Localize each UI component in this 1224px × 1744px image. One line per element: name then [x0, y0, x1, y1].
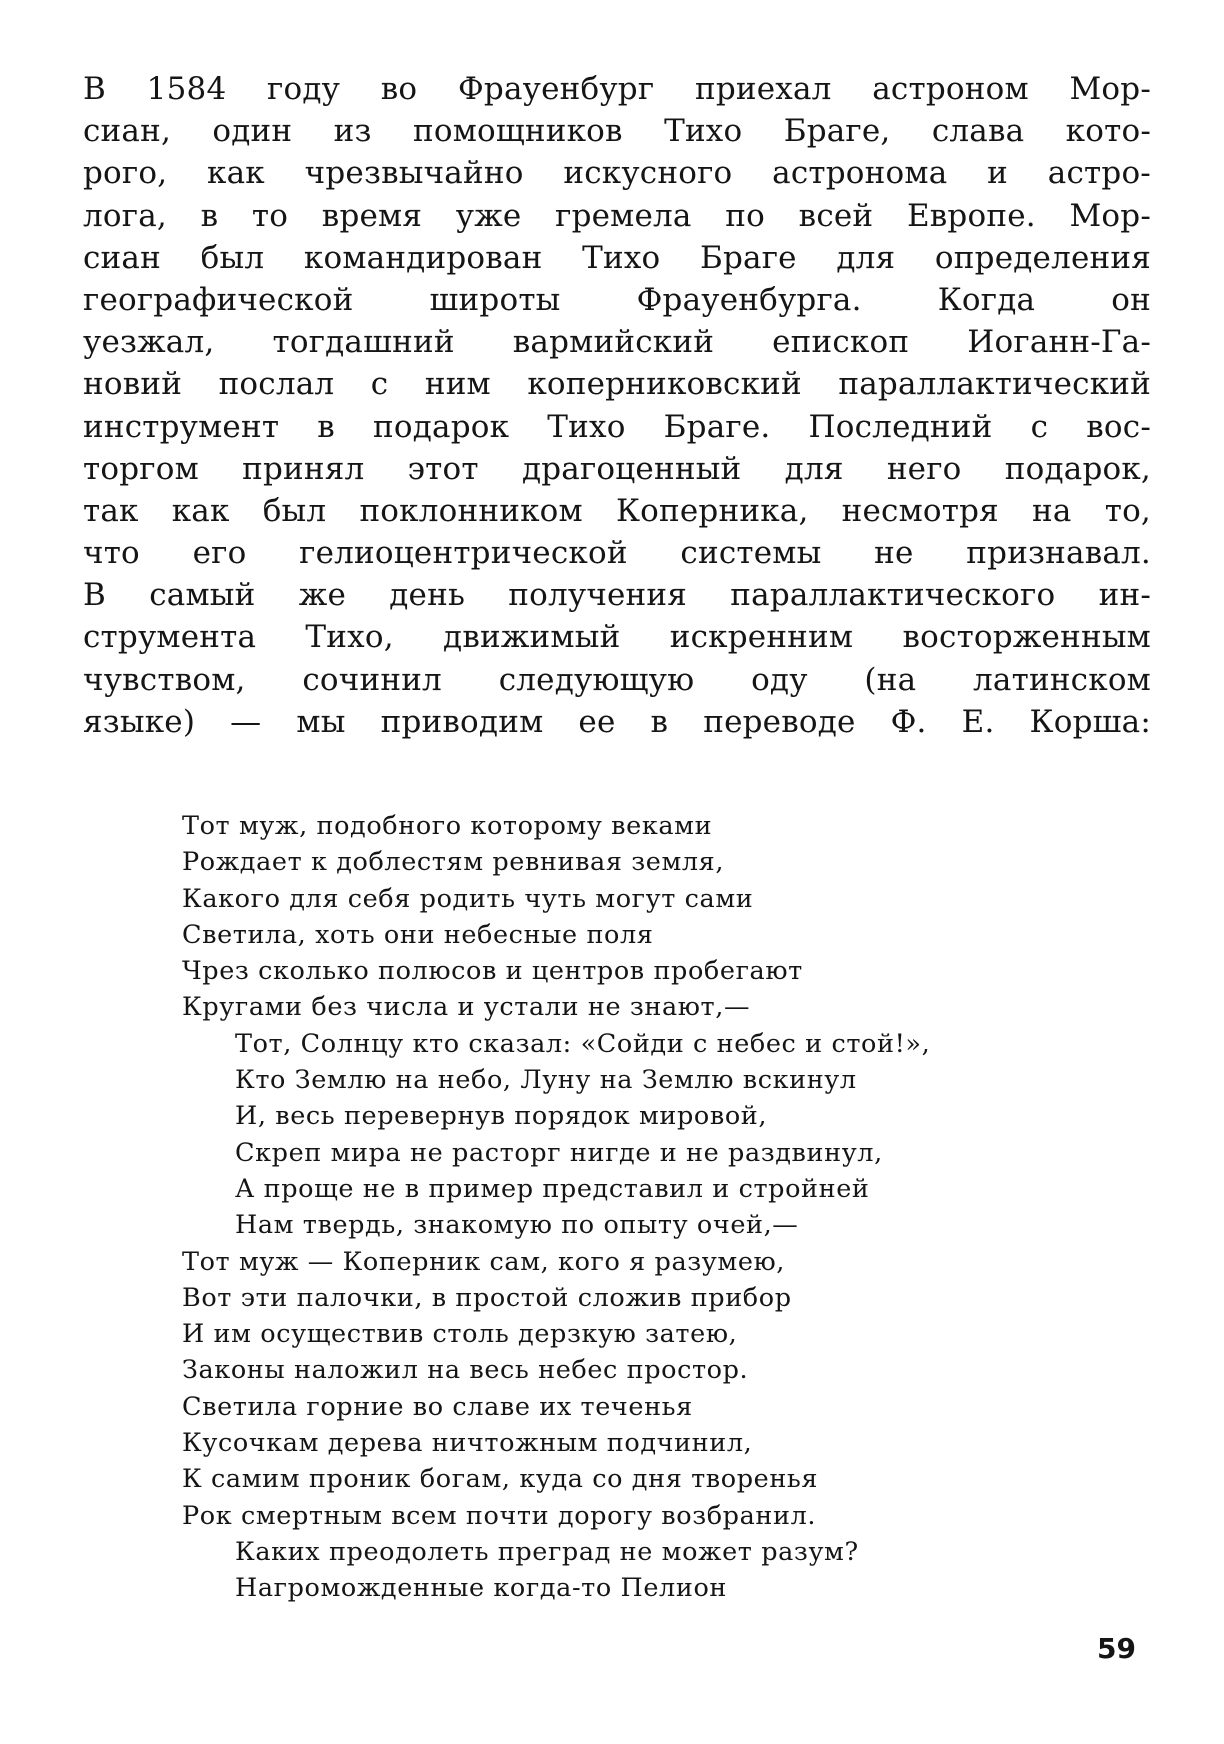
verse-line: И им осуществив столь дерзкую затею,	[182, 1319, 738, 1350]
prose-line: так как был поклонником Коперника, несмотря на то,	[83, 492, 1151, 529]
ode-verse	[182, 808, 930, 1607]
verse-line: К самим проник богам, куда со дня творенья	[182, 1464, 819, 1495]
page-number: 59	[1097, 1632, 1136, 1665]
prose-line: рого, как чрезвычайно искусного астронома и астро-	[83, 155, 1151, 192]
prose-line: уезжал, тогдашний вармийский епископ Иоганн-Га-	[83, 324, 1151, 361]
verse-line-indented: Тот, Солнцу кто сказал: «Сойди с небес и стой!»,	[235, 1028, 931, 1059]
verse-line-indented: Скреп мира не расторг нигде и не раздвинул,	[235, 1137, 883, 1168]
prose-line: географической широты Фрауенбурга. Когда он	[83, 281, 1151, 318]
verse-line: Рождает к доблестям ревнивая земля,	[182, 847, 725, 878]
prose-line: языке) — мы приводим ее в переводе Ф. Е. Корша:	[83, 703, 1151, 740]
prose-line: В 1584 году во Фрауенбург приехал астроном Мор-	[83, 71, 1151, 107]
verse-line: Рок смертным всем почти дорогу возбранил.	[182, 1500, 817, 1531]
verse-line: Кругами без числа и устали не знают,—	[182, 992, 751, 1023]
verse-line: Светила, хоть они небесные поля	[182, 919, 654, 950]
verse-line-indented: Нам твердь, знакомую по опыту очей,—	[235, 1210, 799, 1241]
verse-line: Тот муж, подобного которому веками	[182, 811, 713, 841]
verse-line: Законы наложил на весь небес простор.	[182, 1355, 749, 1386]
verse-line: Тот муж — Коперник сам, кого я разумею,	[182, 1246, 786, 1277]
prose-line: новий послал с ним коперниковский параллактический	[83, 366, 1151, 403]
prose-line: сиан был командирован Тихо Браге для определения	[83, 239, 1151, 276]
verse-line-indented: А проще не в пример представил и стройней	[235, 1173, 870, 1204]
verse-line: Вот эти палочки, в простой сложив прибор	[182, 1282, 792, 1313]
prose-line: струмента Тихо, движимый искренним восторженным	[83, 619, 1151, 656]
prose-line: В самый же день получения параллактического ин-	[83, 577, 1151, 614]
prose-line: сиан, один из помощников Тихо Браге, слава кото-	[83, 113, 1151, 150]
verse-line-indented: Каких преодолеть преград не может разум?	[235, 1536, 859, 1567]
verse-line: Светила горние во славе их теченья	[182, 1391, 693, 1422]
verse-line: Какого для себя родить чуть могут сами	[182, 883, 754, 914]
verse-line: Кусочкам дерева ничтожным подчинил,	[182, 1428, 753, 1459]
prose-line: чувством, сочинил следующую оду (на латинском	[83, 661, 1151, 698]
prose-line: лога, в то время уже гремела по всей Европе. Мор-	[83, 197, 1151, 234]
verse-line-indented: И, весь перевернув порядок мировой,	[235, 1101, 768, 1132]
prose-line: инструмент в подарок Тихо Браге. Последний с вос-	[83, 408, 1151, 445]
prose-line: что его гелиоцентрической системы не признавал.	[83, 535, 1151, 572]
prose-paragraph	[83, 68, 1151, 743]
verse-line-indented: Нагроможденные когда-то Пелион	[235, 1573, 728, 1604]
verse-line-indented: Кто Землю на небо, Луну на Землю вскинул	[235, 1065, 857, 1096]
prose-line: торгом принял этот драгоценный для него подарок,	[83, 450, 1151, 487]
verse-line: Чрез сколько полюсов и центров пробегают	[182, 956, 803, 987]
